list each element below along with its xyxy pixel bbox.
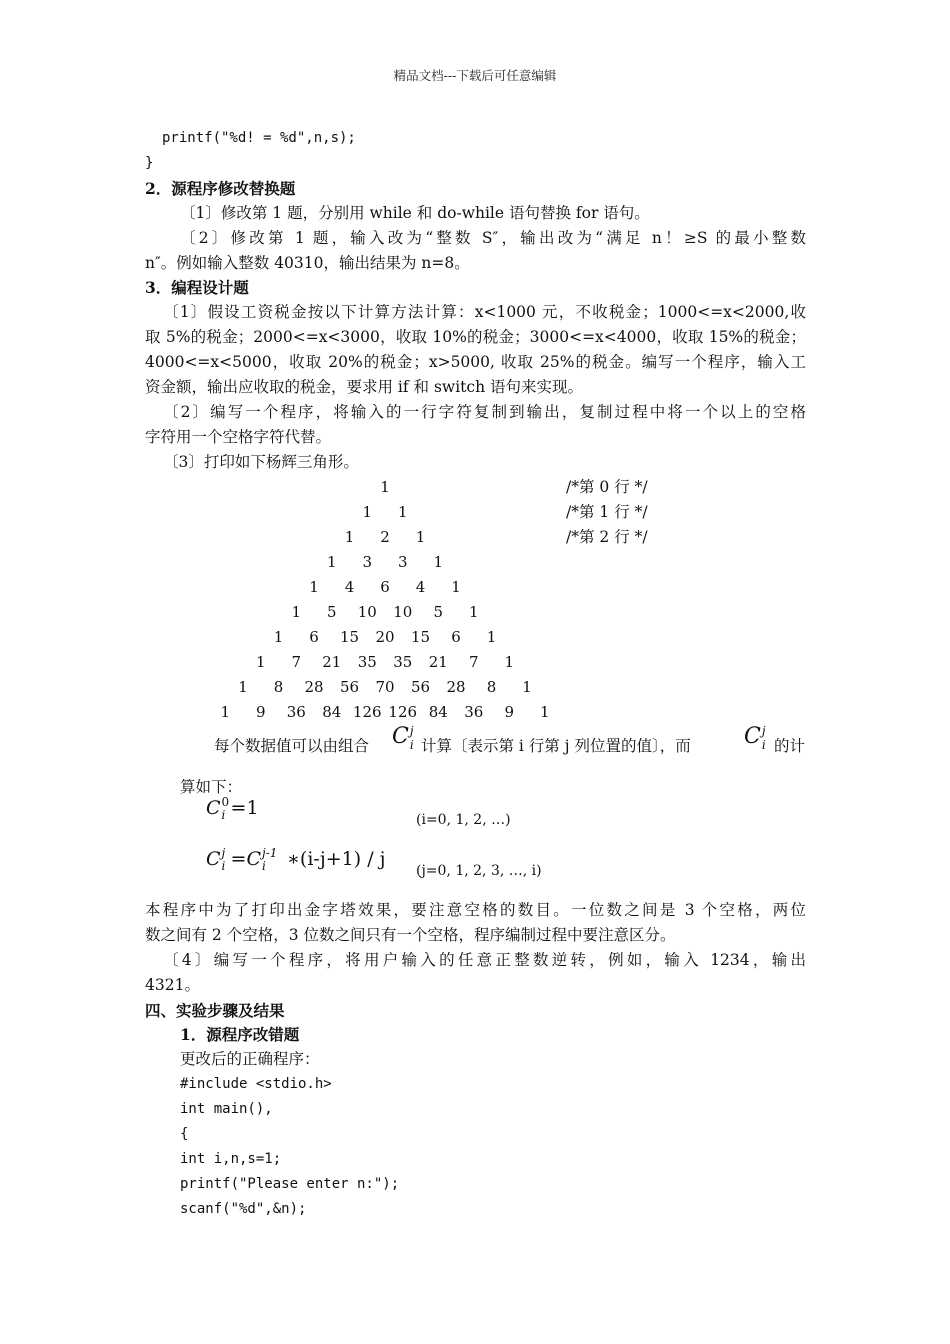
triangle-row: [0, 500, 950, 525]
triangle-value: 15: [339, 628, 360, 646]
subsection-title: 1．源程序改错题: [180, 1025, 300, 1044]
paragraph-line: 〔2〕修改第 1 题，输入改为“整数 S″，输出改为“满足 n！≥S 的最小整数: [180, 229, 806, 247]
triangle-value: 56: [339, 678, 360, 696]
code-line: #include <stdio.h>: [180, 1076, 332, 1092]
triangle-value: 28: [304, 678, 324, 696]
paragraph-line: 计算〔表示第 i 行第 j 列位置的值〕，而: [421, 737, 691, 755]
triangle-row: [0, 625, 950, 650]
triangle-value: 1: [486, 628, 497, 646]
section-title: 3．编程设计题: [145, 278, 249, 297]
triangle-row: [0, 600, 950, 625]
paragraph-line: 〔3〕打印如下杨辉三角形。: [163, 453, 359, 471]
triangle-row: [0, 650, 950, 675]
paragraph-line: 数之间有 2 个空格，3 位数之间只有一个空格，程序编制过程中要注意区分。: [145, 926, 676, 944]
triangle-value: 1: [309, 578, 319, 596]
triangle-value: 1: [522, 678, 532, 696]
section-title: 2．源程序修改替换题: [145, 179, 296, 198]
triangle-value: 10: [357, 603, 377, 621]
triangle-value: 36: [286, 703, 306, 721]
section-title: 四、实验步骤及结果: [145, 1001, 285, 1020]
triangle-row: [0, 525, 950, 550]
triangle-value: 6: [309, 628, 319, 646]
paragraph-line: 每个数据值可以由组合: [214, 737, 370, 755]
formula-recurrence: C j i =C j-1 i ∗(i-j+1) / j: [206, 846, 386, 873]
combination-symbol: C j i: [744, 724, 766, 752]
triangle-value: 36: [464, 703, 484, 721]
triangle-value: 4: [344, 578, 355, 596]
triangle-value: 1: [238, 678, 248, 696]
formula-note: (j=0, 1, 2, 3, …, i): [416, 863, 542, 879]
triangle-value: 1: [326, 553, 337, 571]
triangle-value: 35: [393, 653, 413, 671]
triangle-value: 7: [468, 653, 479, 671]
triangle-value: 6: [451, 628, 461, 646]
triangle-value: 1: [344, 528, 355, 546]
page-header: 精品文档---下载后可任意编辑: [393, 68, 557, 83]
triangle-row: [0, 675, 950, 700]
triangle-value: 15: [410, 628, 431, 646]
paragraph-line: 〔4〕编写一个程序，将用户输入的任意正整数逆转，例如，输入 1234，输出: [163, 951, 806, 969]
triangle-value: 4: [415, 578, 426, 596]
row-comment: /*第 0 行 */: [566, 478, 648, 496]
paragraph-line: 4321。: [145, 976, 200, 994]
triangle-value: 8: [486, 678, 497, 696]
triangle-value: 21: [428, 653, 448, 671]
triangle-value: 20: [375, 628, 395, 646]
triangle-value: 6: [380, 578, 390, 596]
triangle-value: 7: [291, 653, 302, 671]
combination-symbol: C j i: [392, 724, 414, 752]
triangle-value: 2: [380, 528, 390, 546]
code-line: }: [145, 155, 154, 171]
triangle-value: 84: [322, 703, 342, 721]
triangle-value: 1: [433, 553, 444, 571]
triangle-value: 5: [326, 603, 337, 621]
triangle-value: 1: [504, 653, 515, 671]
triangle-value: 126: [388, 703, 418, 721]
triangle-row: [0, 475, 950, 500]
triangle-value: 70: [375, 678, 395, 696]
triangle-value: 1: [273, 628, 284, 646]
triangle-value: 3: [397, 553, 408, 571]
triangle-value: 28: [446, 678, 466, 696]
code-line: printf("%d! = %d",n,s);: [162, 130, 356, 146]
formula-base-case: C 0 i =1: [206, 795, 259, 822]
paragraph-line: 本程序中为了打印出金字塔效果，要注意空格的数目。一位数之间是 3 个空格，两位: [145, 901, 806, 919]
paragraph-line: n″。例如输入整数 40310，输出结果为 n=8。: [145, 254, 470, 272]
formula-note: (i=0, 1, 2, …): [416, 812, 511, 828]
paragraph-line: 更改后的正确程序：: [180, 1050, 320, 1068]
triangle-value: 3: [362, 553, 373, 571]
triangle-value: 9: [255, 703, 266, 721]
triangle-value: 1: [415, 528, 426, 546]
code-line: {: [180, 1126, 189, 1142]
row-comment: /*第 2 行 */: [566, 528, 648, 546]
triangle-value: 8: [273, 678, 284, 696]
triangle-value: 21: [322, 653, 342, 671]
triangle-value: 35: [357, 653, 377, 671]
triangle-value: 1: [380, 478, 390, 496]
paragraph-line: 资金额，输出应收取的税金，要求用 if 和 switch 语句来实现。: [145, 378, 583, 396]
triangle-value: 56: [410, 678, 431, 696]
triangle-value: 126: [352, 703, 382, 721]
triangle-value: 1: [255, 653, 266, 671]
triangle-value: 1: [220, 703, 231, 721]
triangle-value: 9: [504, 703, 515, 721]
triangle-value: 10: [393, 603, 413, 621]
paragraph-line: 的计: [774, 737, 806, 755]
paragraph-line: 〔1〕假设工资税金按以下计算方法计算：x<1000 元，不收税金；1000<=x<2000,收: [163, 303, 806, 321]
paragraph-line: 〔1〕修改第 1 题，分别用 while 和 do-while 语句替换 for 语句。: [180, 204, 650, 222]
code-line: int i,n,s=1;: [180, 1151, 282, 1167]
row-comment: /*第 1 行 */: [566, 503, 648, 521]
code-line: printf("Please enter n:");: [180, 1176, 400, 1192]
triangle-row: [0, 575, 950, 600]
triangle-value: 5: [433, 603, 444, 621]
triangle-value: 1: [451, 578, 461, 596]
triangle-value: 1: [362, 503, 373, 521]
triangle-row: [0, 550, 950, 575]
triangle-value: 1: [468, 603, 479, 621]
paragraph-line: 取 5%的税金；2000<=x<3000，收取 10%的税金；3000<=x<4000，收取 15%的税金；: [145, 328, 806, 346]
triangle-value: 84: [428, 703, 448, 721]
paragraph-line: 字符用一个空格字符代替。: [145, 428, 332, 446]
triangle-value: 1: [539, 703, 550, 721]
code-line: int main(),: [180, 1101, 273, 1117]
triangle-value: 1: [397, 503, 408, 521]
triangle-value: 1: [291, 603, 302, 621]
paragraph-line: 算如下：: [180, 778, 243, 796]
code-line: scanf("%d",&n);: [180, 1201, 307, 1217]
paragraph-line: 〔2〕编写一个程序，将输入的一行字符复制到输出，复制过程中将一个以上的空格: [163, 403, 806, 421]
triangle-row: [0, 700, 950, 725]
paragraph-line: 4000<=x<5000，收取 20%的税金；x>5000, 收取 25%的税金。编写一个程序，输入工: [145, 353, 806, 371]
